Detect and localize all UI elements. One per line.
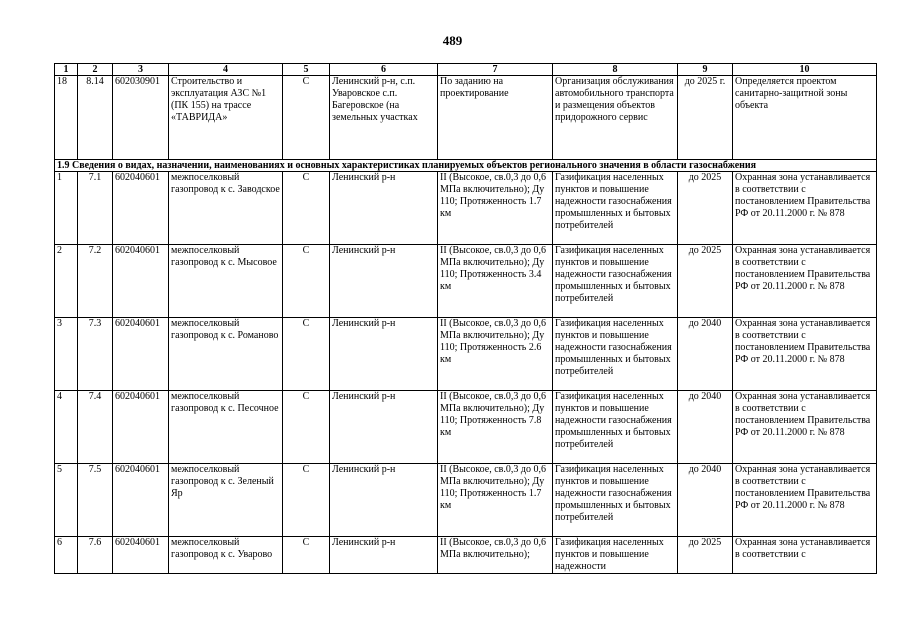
cell-id: 602040601 (113, 318, 169, 391)
cell-purpose: Организация обслуживания автомобильного транспорта и размещения объектов придорожного сервис (553, 76, 678, 160)
cell-purpose: Газификация населенных пунктов и повышение надежности газоснабжения промышленных и бытовых потребителей (553, 318, 678, 391)
cell-status: С (283, 245, 330, 318)
cell-purpose: Газификация населенных пунктов и повышение надежности (553, 537, 678, 574)
cell-id: 602040601 (113, 245, 169, 318)
cell-status: С (283, 464, 330, 537)
cell-characteristics: II (Высокое, св.0,3 до 0,6 МПа включительно); Ду 110; Протяженность 3.4 км (438, 245, 553, 318)
cell-code: 8.14 (78, 76, 113, 160)
cell-name: Строительство и эксплуатация АЗС №1 (ПК 155) на трассе «ТАВРИДА» (169, 76, 283, 160)
cell-term: до 2025 (678, 537, 733, 574)
section-row (55, 160, 877, 172)
col-header: 4 (169, 64, 283, 76)
cell-num: 3 (55, 318, 78, 391)
cell-id: 602040601 (113, 391, 169, 464)
table-row (55, 464, 877, 537)
cell-location: Ленинский р-н (330, 391, 438, 464)
cell-status: С (283, 391, 330, 464)
planning-table (54, 63, 877, 574)
cell-zone: Охранная зона устанавливается в соответствии с постановлением Правительства РФ от 20.11.2000 г. № 878 (733, 245, 877, 318)
cell-term: до 2025 г. (678, 76, 733, 160)
cell-zone: Охранная зона устанавливается в соответствии с постановлением Правительства РФ от 20.11.2000 г. № 878 (733, 318, 877, 391)
table-row (55, 172, 877, 245)
cell-id: 602040601 (113, 537, 169, 574)
table-row (55, 245, 877, 318)
cell-location: Ленинский р-н (330, 537, 438, 574)
cell-status: С (283, 537, 330, 574)
cell-name: межпоселковый газопровод к с. Заводское (169, 172, 283, 245)
col-header: 9 (678, 64, 733, 76)
cell-code: 7.2 (78, 245, 113, 318)
column-number-row (55, 64, 877, 76)
cell-code: 7.6 (78, 537, 113, 574)
col-header: 7 (438, 64, 553, 76)
col-header: 3 (113, 64, 169, 76)
cell-purpose: Газификация населенных пунктов и повышение надежности газоснабжения промышленных и бытовых потребителей (553, 172, 678, 245)
cell-characteristics: II (Высокое, св.0,3 до 0,6 МПа включительно); Ду 110; Протяженность 1.7 км (438, 172, 553, 245)
cell-status: С (283, 172, 330, 245)
cell-term: до 2025 (678, 245, 733, 318)
cell-name: межпоселковый газопровод к с. Песочное (169, 391, 283, 464)
col-header: 6 (330, 64, 438, 76)
cell-characteristics: По заданию на проектирование (438, 76, 553, 160)
cell-term: до 2040 (678, 391, 733, 464)
table-row (55, 537, 877, 574)
cell-zone: Охранная зона устанавливается в соответствии с (733, 537, 877, 574)
page-number: 489 (442, 33, 463, 48)
cell-term: до 2040 (678, 318, 733, 391)
cell-purpose: Газификация населенных пунктов и повышение надежности газоснабжения промышленных и бытовых потребителей (553, 245, 678, 318)
cell-name: межпоселковый газопровод к с. Романово (169, 318, 283, 391)
cell-characteristics: II (Высокое, св.0,3 до 0,6 МПа включительно); Ду 110; Протяженность 1.7 км (438, 464, 553, 537)
table-row (55, 76, 877, 160)
cell-code: 7.1 (78, 172, 113, 245)
cell-location: Ленинский р-н (330, 464, 438, 537)
col-header: 8 (553, 64, 678, 76)
cell-location: Ленинский р-н (330, 172, 438, 245)
cell-location: Ленинский р-н (330, 318, 438, 391)
cell-code: 7.5 (78, 464, 113, 537)
cell-location: Ленинский р-н (330, 245, 438, 318)
table-row (55, 391, 877, 464)
cell-location: Ленинский р-н, с.п. Уваровское с.п. Багеровское (на земельных участках (330, 76, 438, 160)
cell-purpose: Газификация населенных пунктов и повышение надежности газоснабжения промышленных и бытовых потребителей (553, 464, 678, 537)
col-header: 10 (733, 64, 877, 76)
cell-num: 1 (55, 172, 78, 245)
cell-name: межпоселковый газопровод к с. Зеленый Яр (169, 464, 283, 537)
cell-code: 7.3 (78, 318, 113, 391)
cell-name: межпоселковый газопровод к с. Уварово (169, 537, 283, 574)
col-header: 5 (283, 64, 330, 76)
cell-zone: Охранная зона устанавливается в соответствии с постановлением Правительства РФ от 20.11.2000 г. № 878 (733, 464, 877, 537)
cell-num: 4 (55, 391, 78, 464)
cell-status: С (283, 318, 330, 391)
cell-num: 5 (55, 464, 78, 537)
cell-num: 2 (55, 245, 78, 318)
table-row (55, 318, 877, 391)
cell-characteristics: II (Высокое, св.0,3 до 0,6 МПа включительно); Ду 110; Протяженность 2.6 км (438, 318, 553, 391)
section-title: 1.9 Сведения о видах, назначении, наименованиях и основных характеристиках планируемых объектов регионального значения в области газоснабжения (55, 160, 877, 172)
cell-zone: Охранная зона устанавливается в соответствии с постановлением Правительства РФ от 20.11.2000 г. № 878 (733, 172, 877, 245)
cell-code: 7.4 (78, 391, 113, 464)
cell-status: С (283, 76, 330, 160)
cell-purpose: Газификация населенных пунктов и повышение надежности газоснабжения промышленных и бытовых потребителей (553, 391, 678, 464)
cell-name: межпоселковый газопровод к с. Мысовое (169, 245, 283, 318)
cell-term: до 2025 (678, 172, 733, 245)
cell-num: 18 (55, 76, 78, 160)
cell-zone: Определяется проектом санитарно-защитной зоны объекта (733, 76, 877, 160)
cell-characteristics: II (Высокое, св.0,3 до 0,6 МПа включительно); (438, 537, 553, 574)
cell-term: до 2040 (678, 464, 733, 537)
col-header: 1 (55, 64, 78, 76)
cell-id: 602040601 (113, 464, 169, 537)
col-header: 2 (78, 64, 113, 76)
cell-characteristics: II (Высокое, св.0,3 до 0,6 МПа включительно); Ду 110; Протяженность 7.8 км (438, 391, 553, 464)
cell-zone: Охранная зона устанавливается в соответствии с постановлением Правительства РФ от 20.11.2000 г. № 878 (733, 391, 877, 464)
cell-id: 602030901 (113, 76, 169, 160)
cell-num: 6 (55, 537, 78, 574)
cell-id: 602040601 (113, 172, 169, 245)
